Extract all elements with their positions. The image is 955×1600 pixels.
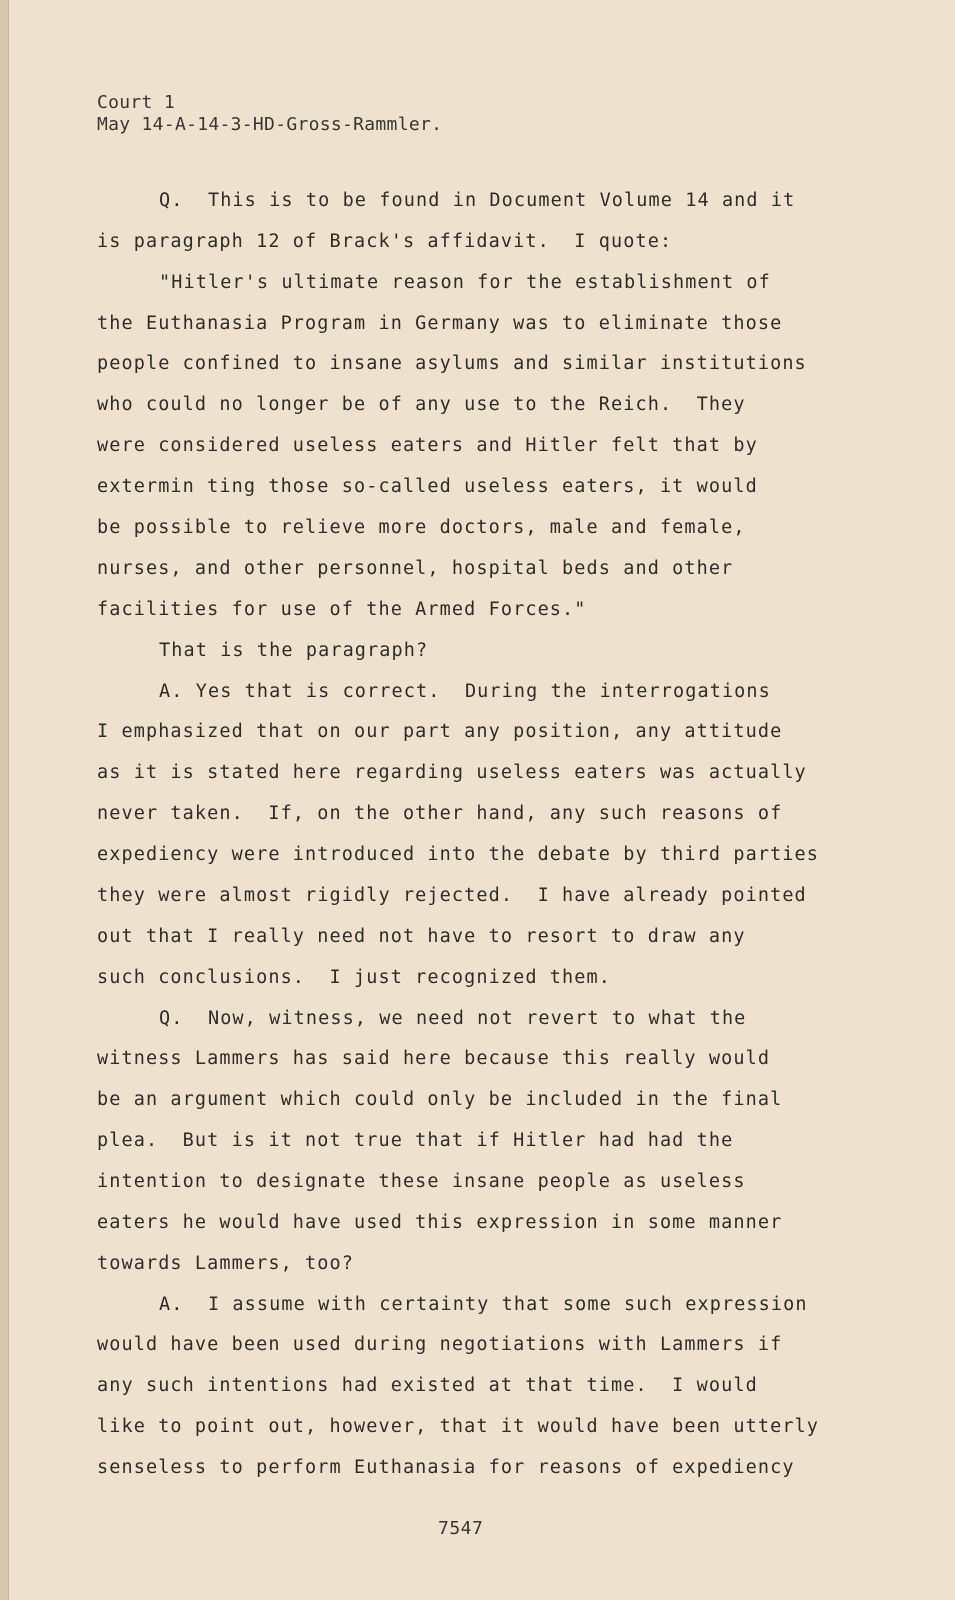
page-number: 7547 [438,1518,484,1539]
text-line: were considered useless eaters and Hitler felt that by [97,435,758,456]
text-line: That is the paragraph? [159,640,429,661]
text-line: like to point out, however, that it would have been utterly [97,1416,820,1437]
text-line: as it is stated here regarding useless eaters was actually [97,762,807,783]
text-line: extermin ting those so-called useless eaters, it would [97,476,758,497]
text-line: who could no longer be of any use to the Reich. They [97,394,746,415]
text-line: facilities for use of the Armed Forces." [97,599,587,620]
text-line: out that I really need not have to resort to draw any [97,926,746,947]
text-line: people confined to insane asylums and similar institutions [97,353,807,374]
text-line: the Euthanasia Program in Germany was to eliminate those [97,313,783,334]
text-line: nurses, and other personnel, hospital beds and other [97,558,734,579]
text-line: senseless to perform Euthanasia for reasons of expediency [97,1457,795,1478]
text-line: never taken. If, on the other hand, any such reasons of [97,803,783,824]
text-line: witness Lammers has said here because this really would [97,1048,771,1069]
text-line: expediency were introduced into the debate by third parties [97,844,820,865]
text-line: A. I assume with certainty that some such expression [159,1294,808,1315]
text-line: "Hitler's ultimate reason for the establishment of [159,272,771,293]
text-line: any such intentions had existed at that time. I would [97,1375,758,1396]
text-line: be an argument which could only be included in the final [97,1089,783,1110]
document-header [97,92,442,136]
text-line: they were almost rigidly rejected. I have already pointed [97,885,807,906]
text-line: would have been used during negotiations with Lammers if [97,1334,783,1355]
text-line: Q. Now, witness, we need not revert to what the [159,1008,747,1029]
court-label: Court 1 [97,92,175,113]
text-line: I emphasized that on our part any position, any attitude [97,721,783,742]
text-line: A. Yes that is correct. During the interrogations [159,681,771,702]
paper-edge-line [8,0,9,1600]
text-line: be possible to relieve more doctors, male and female, [97,517,746,538]
text-line: towards Lammers, too? [97,1253,354,1274]
case-reference: May 14-A-14-3-HD-Gross-Rammler. [97,114,443,135]
text-line: such conclusions. I just recognized them. [97,967,611,988]
text-line: intention to designate these insane people as useless [97,1171,746,1192]
text-line: plea. But is it not true that if Hitler had had the [97,1130,734,1151]
text-line: is paragraph 12 of Brack's affidavit. I quote: [97,231,673,252]
paper-edge [0,0,8,1600]
text-line: eaters he would have used this expression in some manner [97,1212,783,1233]
text-line: Q. This is to be found in Document Volume 14 and it [159,190,796,211]
